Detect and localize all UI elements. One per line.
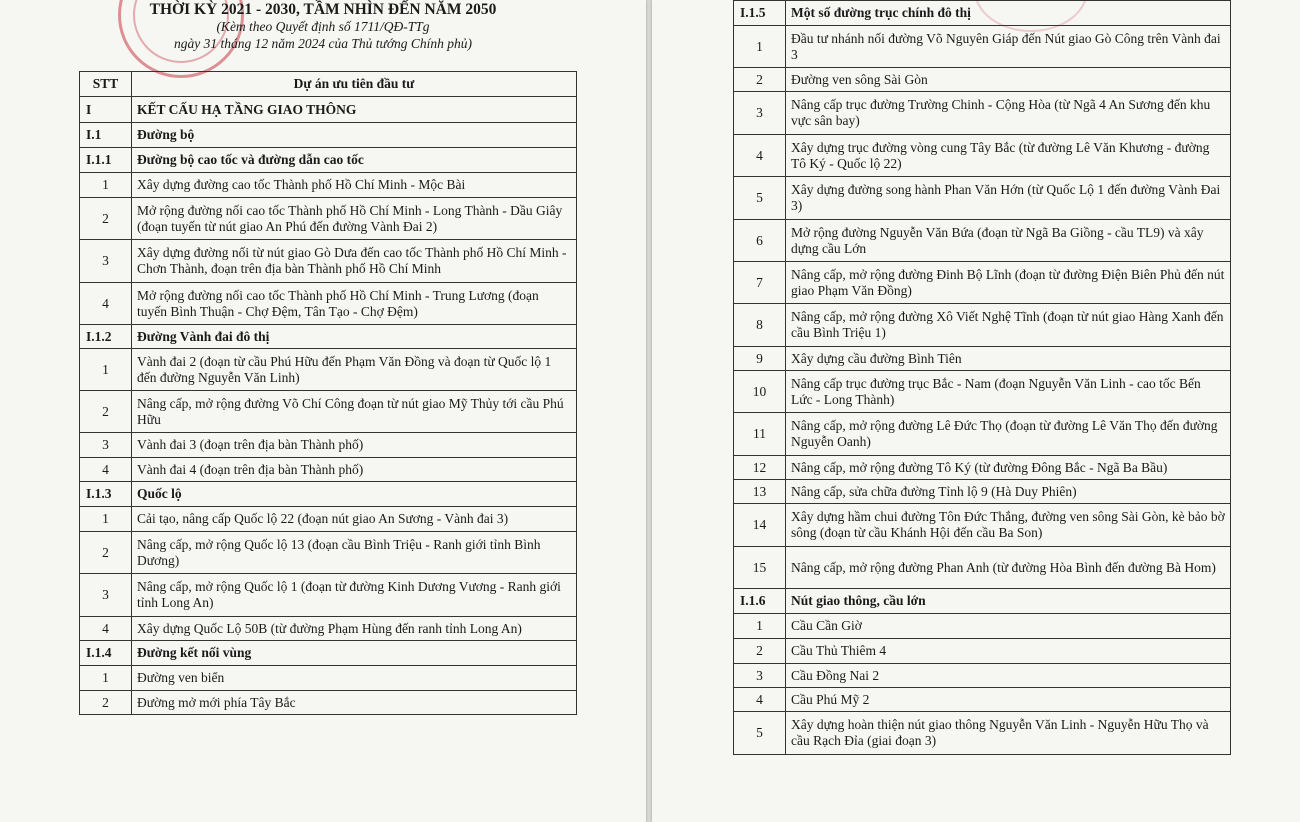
row-number: 1	[80, 666, 132, 691]
row-number: 1	[734, 614, 786, 639]
row-number: 2	[80, 391, 132, 433]
row-number: 1	[80, 507, 132, 532]
column-header-project: Dự án ưu tiên đầu tư	[132, 72, 577, 97]
row-number: 7	[734, 262, 786, 304]
row-number: 8	[734, 304, 786, 347]
project-name: Xây dựng Quốc Lộ 50B (từ đường Phạm Hùng đến ranh tỉnh Long An)	[132, 617, 577, 641]
row-number: 5	[734, 177, 786, 220]
project-name: Nâng cấp, mở rộng Quốc lộ 13 (đoạn cầu Bình Triệu - Ranh giới tỉnh Bình Dương)	[132, 532, 577, 574]
row-number: 2	[80, 532, 132, 574]
section-row	[80, 123, 577, 148]
project-name: Cầu Cần Giờ	[786, 614, 1231, 639]
project-name: Vành đai 2 (đoạn từ cầu Phú Hữu đến Phạm Văn Đồng và đoạn từ Quốc lộ 1 đến đường Nguyễn Văn Linh)	[132, 349, 577, 391]
table-row	[80, 391, 577, 433]
section-row	[80, 325, 577, 349]
row-number: 3	[80, 433, 132, 458]
table-row	[80, 240, 577, 283]
project-name: Cải tạo, nâng cấp Quốc lộ 22 (đoạn nút giao An Sương - Vành đai 3)	[132, 507, 577, 532]
project-name: Cầu Đồng Nai 2	[786, 664, 1231, 688]
row-number: 4	[80, 458, 132, 482]
table-row	[734, 26, 1231, 68]
row-number: 4	[80, 617, 132, 641]
row-number: 12	[734, 456, 786, 480]
section-title: Đường bộ cao tốc và đường dẫn cao tốc	[132, 148, 577, 173]
table-header-row	[80, 72, 577, 97]
section-row	[80, 641, 577, 666]
row-number: I.1	[80, 123, 132, 148]
table-row	[734, 413, 1231, 456]
row-number: 11	[734, 413, 786, 456]
project-name: Nâng cấp, mở rộng đường Xô Viết Nghệ Tĩnh (đoạn từ nút giao Hàng Xanh đến cầu Bình Triệu 1)	[786, 304, 1231, 347]
table-row	[734, 220, 1231, 262]
row-number: 4	[80, 283, 132, 325]
project-name: Nâng cấp, mở rộng đường Phan Anh (từ đường Hòa Bình đến đường Bà Hom)	[786, 547, 1231, 589]
section-title: Đường bộ	[132, 123, 577, 148]
project-name: Nâng cấp, mở rộng đường Đinh Bộ Lĩnh (đoạn từ đường Điện Biên Phủ đến nút giao Phạm Văn Đồng)	[786, 262, 1231, 304]
project-name: Mở rộng đường Nguyễn Văn Bứa (đoạn từ Ngã Ba Giồng - cầu TL9) và xây dựng cầu Lớn	[786, 220, 1231, 262]
column-header-stt: STT	[80, 72, 132, 97]
table-row	[80, 349, 577, 391]
section-title: Đường Vành đai đô thị	[132, 325, 577, 349]
row-number: I.1.6	[734, 589, 786, 614]
table-row	[734, 664, 1231, 688]
table-row	[80, 507, 577, 532]
table-row	[734, 614, 1231, 639]
row-number: I.1.4	[80, 641, 132, 666]
table-row	[80, 574, 577, 617]
section-row	[734, 1, 1231, 26]
table-row	[734, 712, 1231, 755]
project-name: Đường ven sông Sài Gòn	[786, 68, 1231, 92]
section-title: KẾT CẤU HẠ TẦNG GIAO THÔNG	[132, 97, 577, 123]
row-number: 5	[734, 712, 786, 755]
section-title: Một số đường trục chính đô thị	[786, 1, 1231, 26]
row-number: 3	[80, 240, 132, 283]
project-name: Mở rộng đường nối cao tốc Thành phố Hồ Chí Minh - Trung Lương (đoạn tuyến Bình Thuận - Chợ Đệm, Tân Tạo - Chợ Đệm)	[132, 283, 577, 325]
row-number: 2	[734, 639, 786, 664]
project-name: Nâng cấp trục đường Trường Chinh - Cộng Hòa (từ Ngã 4 An Sương đến khu vực sân bay)	[786, 92, 1231, 135]
section-title: Đường kết nối vùng	[132, 641, 577, 666]
section-title: Quốc lộ	[132, 482, 577, 507]
table-row	[80, 433, 577, 458]
table-row	[734, 547, 1231, 589]
row-number: 2	[80, 691, 132, 715]
table-row	[80, 532, 577, 574]
table-row	[80, 617, 577, 641]
project-name: Xây dựng trục đường vòng cung Tây Bắc (từ đường Lê Văn Khương - đường Tô Ký - Quốc lộ 22)	[786, 135, 1231, 177]
project-name: Đầu tư nhánh nối đường Võ Nguyên Giáp đến Nút giao Gò Công trên Vành đai 3	[786, 26, 1231, 68]
project-name: Xây dựng đường song hành Phan Văn Hớn (từ Quốc Lộ 1 đến đường Vành Đai 3)	[786, 177, 1231, 220]
table-row	[734, 371, 1231, 413]
row-number: 1	[734, 26, 786, 68]
project-name: Vành đai 4 (đoạn trên địa bàn Thành phố)	[132, 458, 577, 482]
section-row	[80, 482, 577, 507]
section-row	[80, 148, 577, 173]
row-number: 1	[80, 349, 132, 391]
row-number: 4	[734, 135, 786, 177]
table-row	[80, 691, 577, 715]
table-row	[734, 480, 1231, 504]
row-number: 15	[734, 547, 786, 589]
header-title: THỜI KỲ 2021 - 2030, TẦM NHÌN ĐẾN NĂM 2050	[149, 1, 497, 18]
project-name: Xây dựng đường cao tốc Thành phố Hồ Chí Minh - Mộc Bài	[132, 173, 577, 198]
row-number: 3	[734, 664, 786, 688]
project-name: Mở rộng đường nối cao tốc Thành phố Hồ Chí Minh - Long Thành - Dầu Giây (đoạn tuyến từ nút giao An Phú đến đường Vành Đai 2)	[132, 198, 577, 240]
project-name: Đường mở mới phía Tây Bắc	[132, 691, 577, 715]
table-row	[734, 347, 1231, 371]
row-number: 9	[734, 347, 786, 371]
project-name: Cầu Thủ Thiêm 4	[786, 639, 1231, 664]
table-row	[734, 135, 1231, 177]
row-number: I.1.2	[80, 325, 132, 349]
row-number: 14	[734, 504, 786, 547]
row-number: I.1.3	[80, 482, 132, 507]
row-number: 3	[734, 92, 786, 135]
row-number: 1	[80, 173, 132, 198]
table-row	[734, 688, 1231, 712]
project-name: Xây dựng đường nối từ nút giao Gò Dưa đến cao tốc Thành phố Hồ Chí Minh - Chơn Thành, đoạn trên địa bàn Thành phố Hồ Chí Minh	[132, 240, 577, 283]
table-row	[80, 458, 577, 482]
project-name: Xây dựng hoàn thiện nút giao thông Nguyễn Văn Linh - Nguyễn Hữu Thọ và cầu Rạch Đỉa (giai đoạn 3)	[786, 712, 1231, 755]
priority-projects-table-right	[733, 0, 1231, 755]
row-number: 3	[80, 574, 132, 617]
section-title: Nút giao thông, cầu lớn	[786, 589, 1231, 614]
project-name: Nâng cấp, sửa chữa đường Tỉnh lộ 9 (Hà Duy Phiên)	[786, 480, 1231, 504]
table-row	[80, 666, 577, 691]
table-row	[80, 198, 577, 240]
table-row	[734, 68, 1231, 92]
project-name: Nâng cấp trục đường trục Bắc - Nam (đoạn Nguyễn Văn Linh - cao tốc Bến Lức - Long Thành)	[786, 371, 1231, 413]
section-row	[80, 97, 577, 123]
table-row	[734, 504, 1231, 547]
table-row	[734, 456, 1231, 480]
table-row	[80, 173, 577, 198]
project-name: Nâng cấp, mở rộng đường Tô Ký (từ đường Đông Bắc - Ngã Ba Bầu)	[786, 456, 1231, 480]
row-number: 6	[734, 220, 786, 262]
row-number: 4	[734, 688, 786, 712]
project-name: Vành đai 3 (đoạn trên địa bàn Thành phố)	[132, 433, 577, 458]
project-name: Nâng cấp, mở rộng Quốc lộ 1 (đoạn từ đường Kinh Dương Vương - Ranh giới tỉnh Long An)	[132, 574, 577, 617]
project-name: Xây dựng hầm chui đường Tôn Đức Thắng, đường ven sông Sài Gòn, kè bảo bờ sông (đoạn từ cầu Khánh Hội đến cầu Ba Son)	[786, 504, 1231, 547]
project-name: Nâng cấp, mở rộng đường Võ Chí Công đoạn từ nút giao Mỹ Thủy tới cầu Phú Hữu	[132, 391, 577, 433]
table-row	[80, 283, 577, 325]
row-number: I	[80, 97, 132, 123]
table-row	[734, 262, 1231, 304]
header-decision-ref: (Kèm theo Quyết định số 1711/QĐ-TTg	[216, 19, 430, 34]
table-row	[734, 639, 1231, 664]
project-name: Xây dựng cầu đường Bình Tiên	[786, 347, 1231, 371]
project-name: Cầu Phú Mỹ 2	[786, 688, 1231, 712]
row-number: 2	[734, 68, 786, 92]
row-number: I.1.1	[80, 148, 132, 173]
project-name: Nâng cấp, mở rộng đường Lê Đức Thọ (đoạn từ đường Lê Văn Thọ đến đường Nguyễn Oanh)	[786, 413, 1231, 456]
table-row	[734, 304, 1231, 347]
project-name: Đường ven biển	[132, 666, 577, 691]
table-row	[734, 177, 1231, 220]
header-decision-date: ngày 31 tháng 12 năm 2024 của Thủ tướng Chính phủ)	[173, 36, 473, 51]
row-number: I.1.5	[734, 1, 786, 26]
section-row	[734, 589, 1231, 614]
row-number: 2	[80, 198, 132, 240]
row-number: 13	[734, 480, 786, 504]
table-row	[734, 92, 1231, 135]
priority-projects-table-left	[79, 71, 577, 715]
row-number: 10	[734, 371, 786, 413]
